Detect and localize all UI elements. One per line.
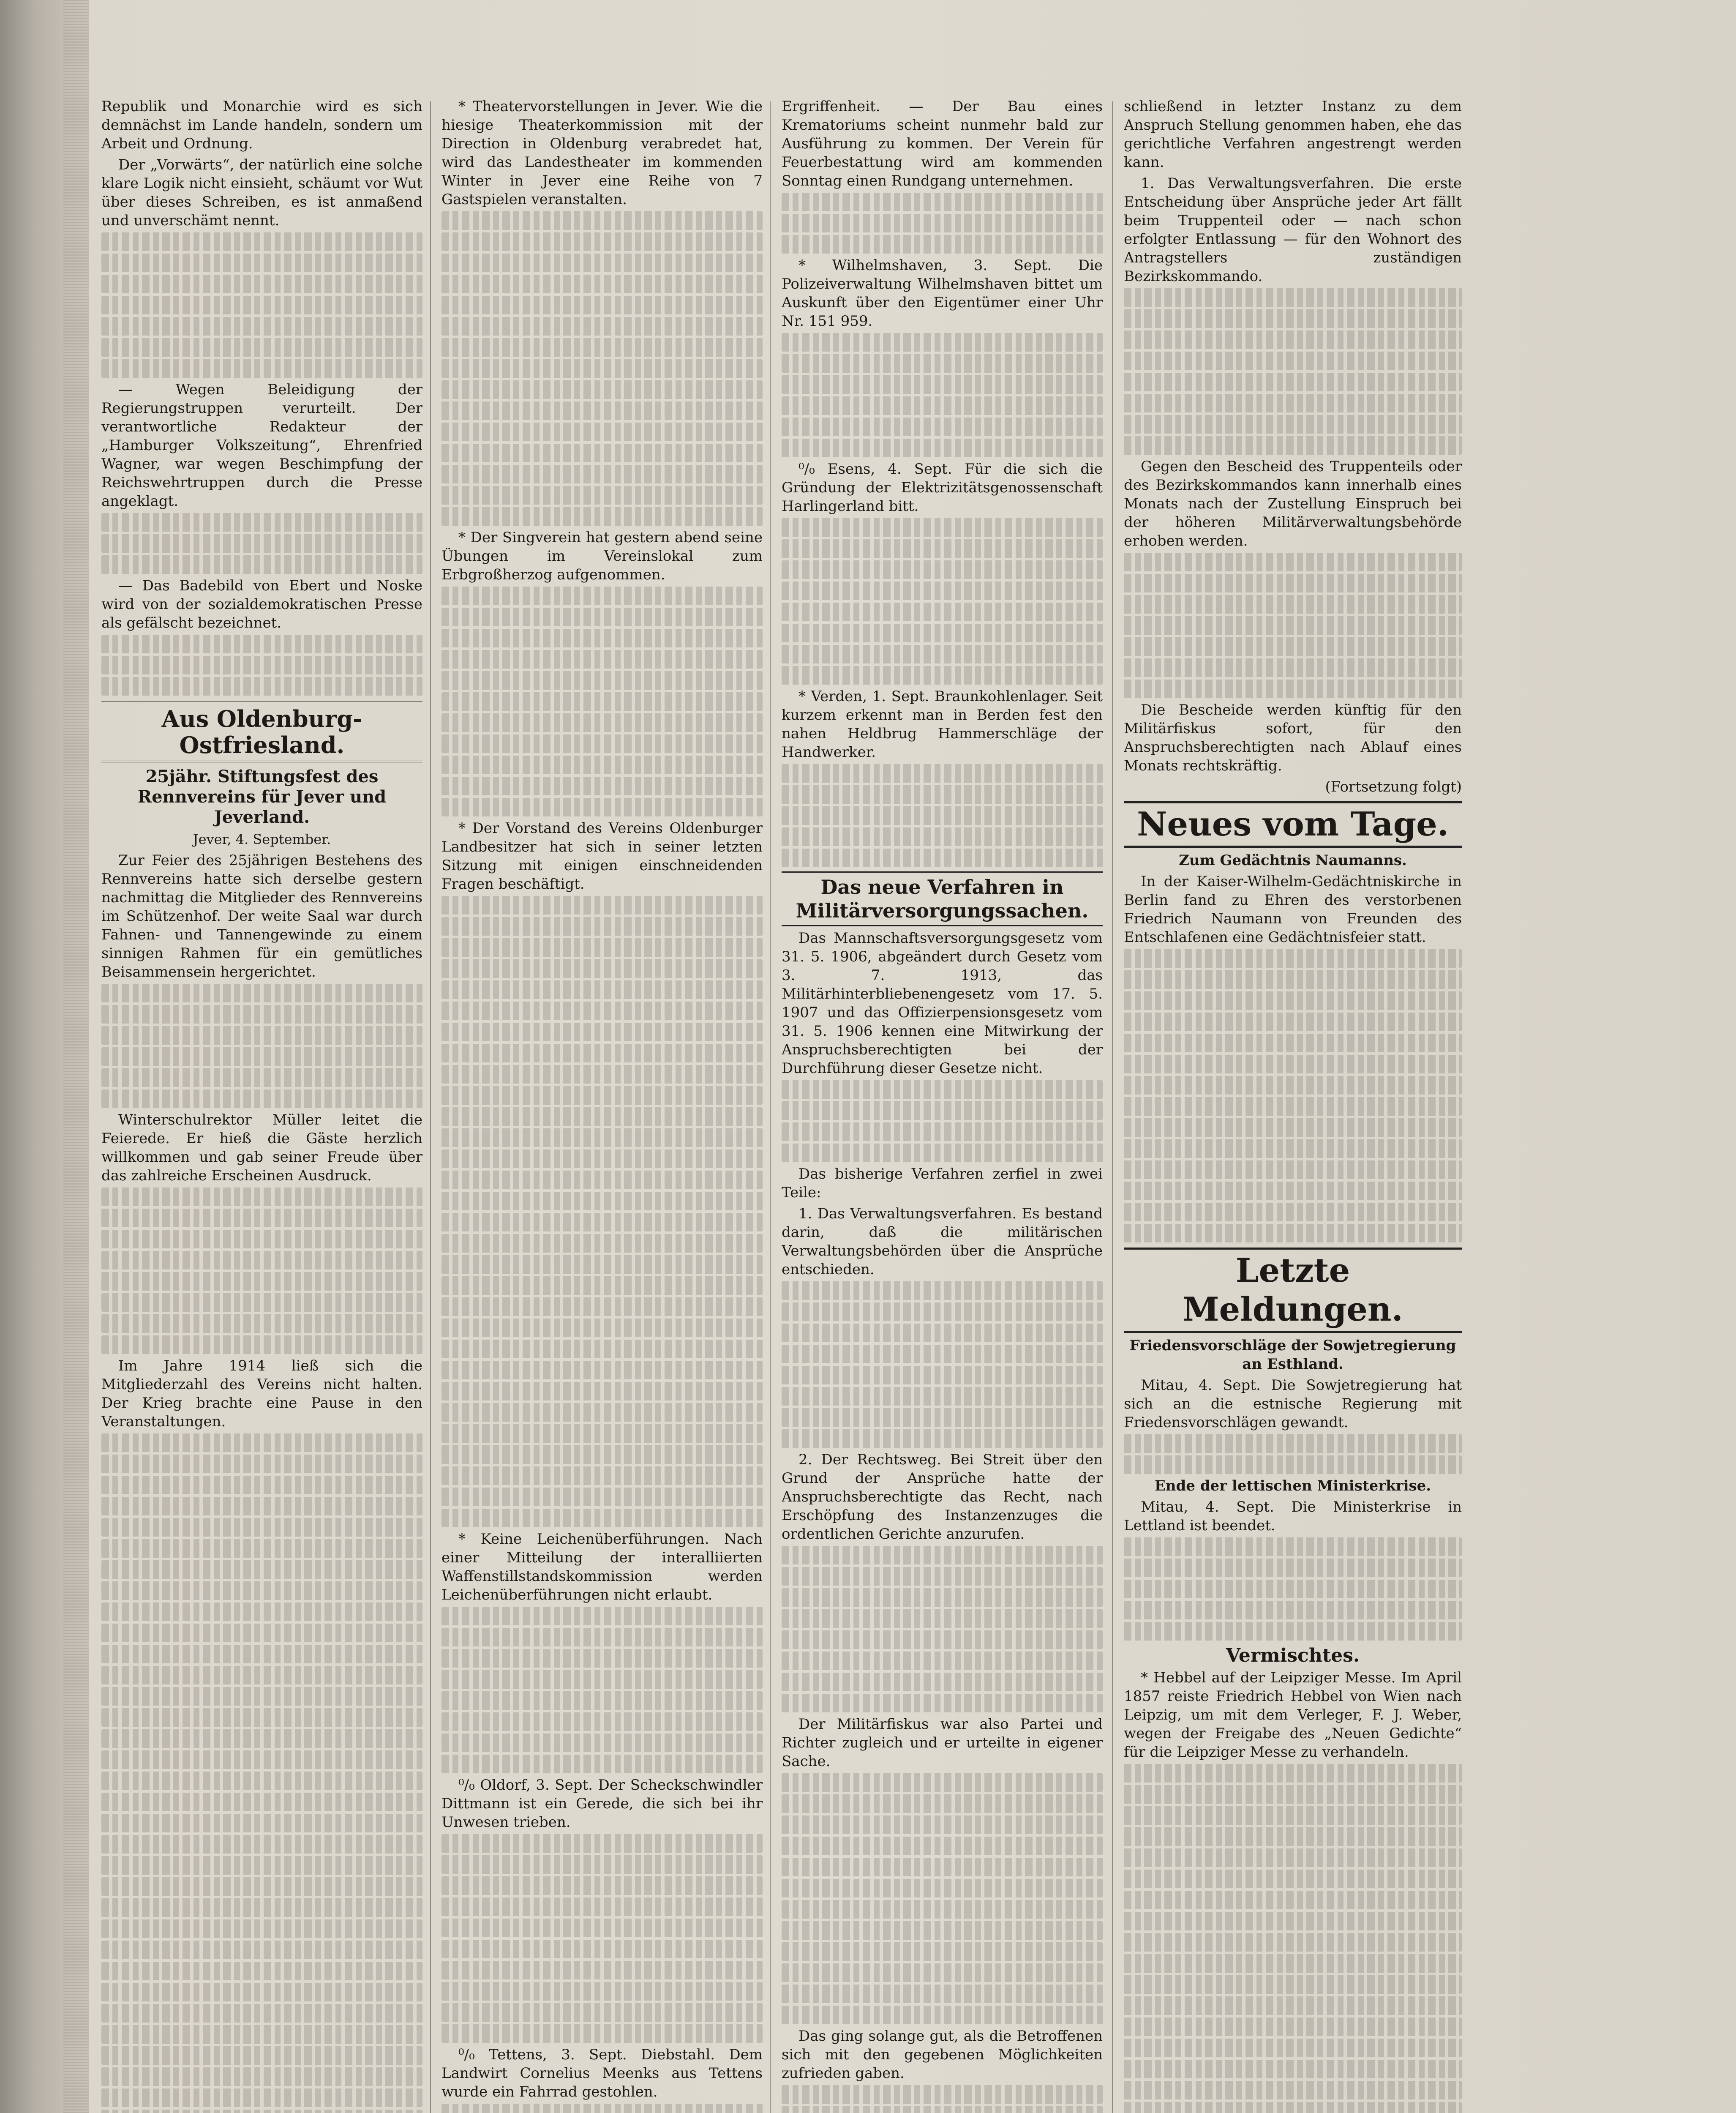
text-paragraph: * Der Vorstand des Vereins Oldenburger Landbesitzer hat sich in seiner letzten Sitzung mit einigen einschneidenden Fragen beschäftigt. <box>441 820 763 893</box>
text-paragraph: — Das Badebild von Ebert und Noske wird von der sozialdemokratischen Presse als gefälscht bezeichnet. <box>101 577 422 631</box>
text-paragraph: Im Jahre 1914 ließ sich die Mitgliederzahl des Vereins nicht halten. Der Krieg brachte eine Pause in den Veranstaltungen. <box>101 1357 422 1430</box>
column-4 <box>1124 97 1462 2113</box>
text-paragraph: Der Militärfiskus war also Partei und Richter zugleich und er urteilte in eigener Sache. <box>782 1716 1103 1770</box>
section-heading: Aus Oldenburg-Ostfriesland. <box>101 702 422 762</box>
subheading: Ende der lettischen Ministerkrise. <box>1154 1477 1431 1494</box>
section-heading: Neues vom Tage. <box>1124 801 1462 848</box>
text-paragraph: Ergriffenheit. — Der Bau eines Krematoriums scheint nunmehr bald zur Ausführung zu kommen. Der Verein für Feuerbestattung wird am kommenden Sonntag einen Rundgang unternehmen. <box>782 98 1103 189</box>
text-paragraph: Das ging solange gut, als die Betroffenen sich mit den gegebenen Möglichkeiten zufrieden gaben. <box>782 2028 1103 2082</box>
text-paragraph: Gegen den Bescheid des Truppenteils oder des Bezirkskommandos kann innerhalb eines Monats nach der Zustellung Einspruch bei der höheren Militärverwaltungsbehörde erhoben werden. <box>1124 458 1462 549</box>
text-paragraph: Der „Vorwärts“, der natürlich eine solche klare Logik nicht einsieht, schäumt vor Wut über dieses Schreiben, es ist anmaßend und unverschämt nennt. <box>101 156 422 229</box>
column-rule <box>1112 101 1113 2113</box>
text-paragraph: 2. Der Rechtsweg. Bei Streit über den Grund der Ansprüche hatte der Anspruchsberechtigte das Recht, nach Erschöpfung des Instanzenzuges die ordentlichen Gerichte anzurufen. <box>782 1451 1103 1542</box>
article-title: Das neue Verfahren in Militärversorgungssachen. <box>782 871 1103 926</box>
subheading: Zum Gedächtnis Naumanns. <box>1179 852 1407 869</box>
dateline: Jever, 4. September. <box>193 831 331 847</box>
text-paragraph: schließend in letzter Instanz zu dem Anspruch Stellung genommen haben, ehe das gerichtliche Verfahren angestrengt werden kann. <box>1124 98 1462 171</box>
text-paragraph: * Verden, 1. Sept. Braunkohlenlager. Seit kurzem erkennt man in Berden fest den nahen Heldbrug Hammerschläge der Handwerker. <box>782 688 1103 761</box>
text-paragraph: Das Mannschaftsversorgungsgesetz vom 31. 5. 1906, abgeändert durch Gesetz vom 3. 7. 1913, das Militärhinterbliebenengesetz vom 17. 5. 1907 und das Offizierpensionsgesetz vom 31. 5. 1906 kennen eine Mitwirkung der Anspruchsberechtigten bei der Durchführung dieser Gesetze nicht. <box>782 930 1103 1077</box>
text-paragraph: Mitau, 4. Sept. Die Ministerkrise in Lettland ist beendet. <box>1124 1499 1462 1534</box>
text-paragraph: Winterschulrektor Müller leitet die Feierede. Er hieß die Gäste herzlich willkommen und gab seiner Freude über das zahlreiche Erscheinen Ausdruck. <box>101 1111 422 1184</box>
subheading: Friedensvorschläge der Sowjetregierung an Esthland. <box>1129 1337 1456 1373</box>
text-paragraph: Die Bescheide werden künftig für den Militärfiskus sofort, für den Anspruchsberechtigten nach Ablauf eines Monats rechtskräftig. <box>1124 702 1462 774</box>
page-stack-edge <box>63 0 89 2113</box>
column-rule <box>770 101 771 2113</box>
text-paragraph: In der Kaiser-Wilhelm-Gedächtniskirche in Berlin fand zu Ehren des verstorbenen Friedrich Naumann von Freunden des Entschlafenen eine Gedächtnisfeier statt. <box>1124 873 1462 946</box>
section-heading: Vermischtes. <box>1226 1645 1360 1666</box>
column-2 <box>441 97 763 2113</box>
text-paragraph: 1. Das Verwaltungsverfahren. Es bestand darin, daß die militärischen Verwaltungsbehörden über die Ansprüche entschieden. <box>782 1205 1103 1278</box>
text-paragraph: Das bisherige Verfahren zerfiel in zwei Teile: <box>782 1166 1103 1201</box>
text-paragraph: Republik und Monarchie wird es sich demnächst im Lande handeln, sondern um Arbeit und Ordnung. <box>101 98 422 152</box>
text-paragraph: Mitau, 4. Sept. Die Sowjetregierung hat sich an die estnische Regierung mit Friedensvorschlägen gewandt. <box>1124 1377 1462 1431</box>
continuation-note: (Fortsetzung folgt) <box>1325 778 1462 795</box>
text-paragraph: * Theatervorstellungen in Jever. Wie die hiesige Theaterkommission mit der Direction in Oldenburg verabredet hat, wird das Landestheater im kommenden Winter in Jever eine Reihe von 7 Gastspielen veranstalten. <box>441 98 763 208</box>
column-1 <box>101 97 422 2113</box>
column-3 <box>782 97 1103 2113</box>
text-paragraph: ⁰/₀ Esens, 4. Sept. Für die sich die Gründung der Elektrizitätsgenossenschaft Harlingerland bitt. <box>782 461 1103 515</box>
text-paragraph: * Keine Leichenüberführungen. Nach einer Mitteilung der interalliierten Waffenstillstandskommission werden Leichenüberführungen nicht erlaubt. <box>441 1531 763 1603</box>
text-paragraph: ⁰/₀ Oldorf, 3. Sept. Der Scheckschwindler Dittmann ist ein Gerede, die sich bei ihr Unwesen trieben. <box>441 1777 763 1831</box>
text-paragraph: ⁰/₀ Tettens, 3. Sept. Diebstahl. Dem Landwirt Cornelius Meenks aus Tettens wurde ein Fahrrad gestohlen. <box>441 2046 763 2100</box>
text-paragraph: — Wegen Beleidigung der Regierungstruppen verurteilt. Der verantwortliche Redakteur der „Hamburger Volkszeitung“, Ehrenfried Wagner, war wegen Beschimpfung der Reichswehrtruppen durch die Presse angeklagt. <box>101 381 422 510</box>
article-title: 25jähr. Stiftungsfest des Rennvereins für Jever und Jeverland. <box>137 767 387 827</box>
text-paragraph: Zur Feier des 25jährigen Bestehens des Rennvereins hatte sich derselbe gestern nachmittag die Mitglieder des Rennvereins im Schützenhof. Der weite Saal war durch Fahnen- und Tannengewinde zu einem sinnigen Rahmen für ein gemütliches Beisammensein hergerichtet. <box>101 852 422 980</box>
text-paragraph: 1. Das Verwaltungsverfahren. Die erste Entscheidung über Ansprüche jeder Art fällt beim Truppenteil oder — nach schon erfolgter Entlassung — für den Wohnort des Antragstellers zuständigen Bezirkskommando. <box>1124 175 1462 285</box>
section-heading: Letzte Meldungen. <box>1124 1248 1462 1333</box>
text-paragraph: * Hebbel auf der Leipziger Messe. Im April 1857 reiste Friedrich Hebbel von Wien nach Leipzig, um mit dem Verleger, F. J. Weber, wegen der Freigabe des „Neuen Gedichte“ für die Leipziger Messe zu verhandeln. <box>1124 1669 1462 1761</box>
text-paragraph: * Wilhelmshaven, 3. Sept. Die Polizeiverwaltung Wilhelmshaven bittet um Auskunft über den Eigentümer einer Uhr Nr. 151 959. <box>782 257 1103 330</box>
text-paragraph: * Der Singverein hat gestern abend seine Übungen im Vereinslokal zum Erbgroßherzog aufgenommen. <box>441 529 763 583</box>
column-rule <box>430 101 431 2113</box>
